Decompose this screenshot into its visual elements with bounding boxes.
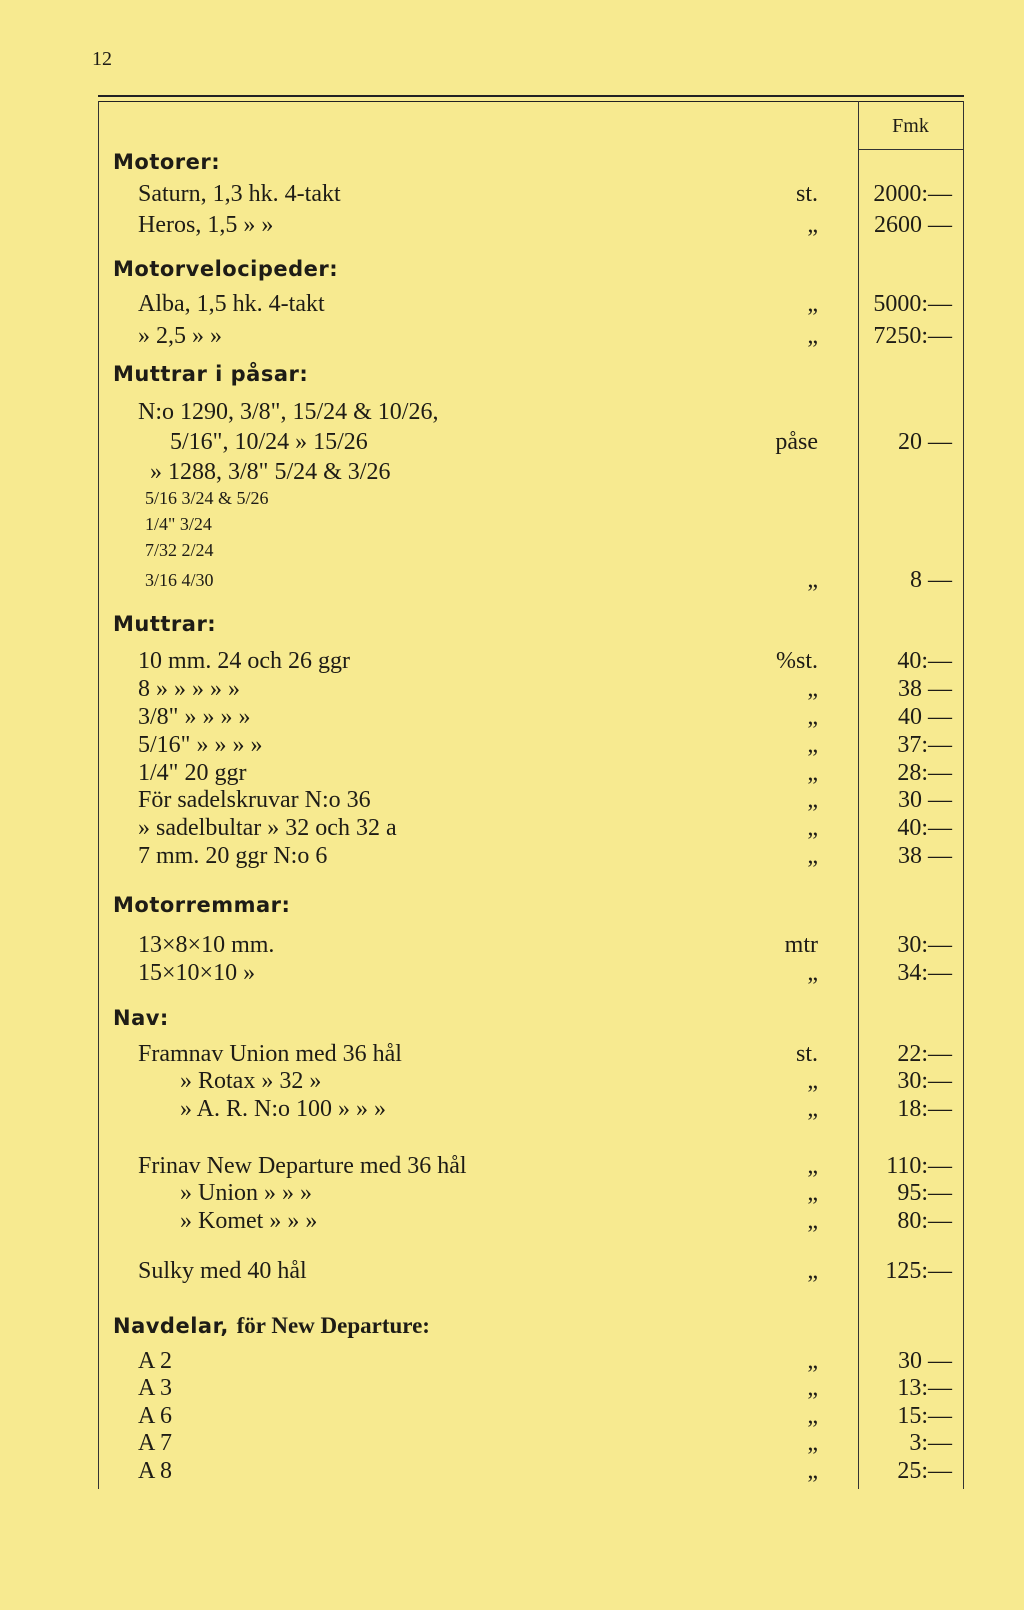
item-unit: „ [807, 567, 818, 593]
table-row [0, 759, 1024, 788]
navdelar-heading-bold: Navdelar, [113, 1314, 229, 1338]
item-unit: „ [807, 1258, 818, 1284]
item-description: 3/16 4/30 [145, 570, 214, 590]
item-description: N:o 1290, 3/8", 15/24 & 10/26, [138, 399, 439, 425]
item-description: 13×8×10 mm. [138, 932, 275, 958]
table-row [0, 211, 1024, 240]
item-description: Frinav New Departure med 36 hål [138, 1153, 467, 1179]
table-row [0, 1374, 1024, 1403]
table-row [0, 1095, 1024, 1124]
item-price: 3:— [909, 1430, 952, 1456]
item-description: » 1288, 3/8" 5/24 & 3/26 [150, 459, 391, 485]
table-row [0, 959, 1024, 988]
item-price: 15:— [897, 1403, 952, 1429]
item-description: » Komet » » » [180, 1208, 318, 1234]
item-unit: „ [807, 676, 818, 702]
item-unit: „ [807, 1348, 818, 1374]
item-price: 40 — [898, 704, 952, 730]
table-row [0, 1347, 1024, 1376]
item-description: Framnav Union med 36 hål [138, 1041, 402, 1067]
item-unit: „ [807, 760, 818, 786]
item-description: 7/32 2/24 [145, 540, 214, 560]
item-unit: påse [775, 429, 818, 455]
item-description: A 2 [138, 1348, 173, 1374]
section-heading-motorremmar: Motorremmar: [113, 893, 291, 917]
table-row [0, 1179, 1024, 1208]
item-unit: „ [807, 1430, 818, 1456]
item-description: Heros, 1,5 » » [138, 212, 274, 238]
item-unit: „ [807, 212, 818, 238]
table-row [0, 842, 1024, 871]
item-price: 8 — [910, 567, 952, 593]
item-description: För sadelskruvar N:o 36 [138, 787, 371, 813]
item-description: » Rotax » 32 » [180, 1068, 322, 1094]
section-heading-motorvelocipeder: Motorvelocipeder: [113, 257, 339, 281]
item-unit: „ [807, 1153, 818, 1179]
item-description: Sulky med 40 hål [138, 1258, 307, 1284]
table-row [0, 931, 1024, 960]
item-price: 80:— [897, 1208, 952, 1234]
item-unit: „ [807, 1180, 818, 1206]
item-unit: „ [807, 1096, 818, 1122]
table-row [0, 290, 1024, 319]
item-description: 1/4" 20 ggr [138, 760, 247, 786]
item-description: A 3 [138, 1375, 173, 1401]
table-row [0, 1257, 1024, 1286]
item-unit: „ [807, 323, 818, 349]
item-price: 38 — [898, 676, 952, 702]
top-rule-thin [98, 101, 964, 102]
table-row [0, 510, 1024, 539]
item-description: » sadelbultar » 32 och 32 a [138, 815, 397, 841]
table-row [0, 703, 1024, 732]
price-header-rule [858, 149, 964, 150]
table-row [0, 484, 1024, 513]
item-price: 5000:— [873, 291, 952, 317]
item-price: 37:— [897, 732, 952, 758]
table-row [0, 786, 1024, 815]
section-heading-muttrar: Muttrar: [113, 612, 217, 636]
table-row [0, 647, 1024, 676]
table-row [0, 180, 1024, 209]
section-heading-navdelar [113, 1313, 430, 1339]
item-description: 5/16", 10/24 » 15/26 [170, 429, 368, 455]
item-price: 2000:— [873, 181, 952, 207]
item-unit: „ [807, 1403, 818, 1429]
item-unit: „ [807, 704, 818, 730]
item-price: 13:— [897, 1375, 952, 1401]
item-description: 3/8" » » » » [138, 704, 251, 730]
item-description: A 6 [138, 1403, 173, 1429]
item-description: 7 mm. 20 ggr N:o 6 [138, 843, 328, 869]
item-unit: st. [795, 181, 818, 207]
item-unit: „ [807, 732, 818, 758]
item-price: 40:— [897, 648, 952, 674]
item-description: A 7 [138, 1430, 173, 1456]
table-row [0, 322, 1024, 351]
section-heading-muttrar-pasar: Muttrar i påsar: [113, 362, 309, 386]
table-row [0, 1402, 1024, 1431]
navdelar-heading-rest: för New Departure: [236, 1313, 430, 1338]
table-row [0, 398, 1024, 427]
table-row [0, 675, 1024, 704]
table-row [0, 566, 1024, 595]
item-price: 30:— [897, 932, 952, 958]
item-description: » Union » » » [180, 1180, 312, 1206]
table-row [0, 814, 1024, 843]
item-description: 1/4" 3/24 [145, 514, 212, 534]
item-price: 28:— [897, 760, 952, 786]
item-unit: „ [807, 787, 818, 813]
item-price: 110:— [886, 1153, 952, 1179]
item-description: Alba, 1,5 hk. 4-takt [138, 291, 325, 317]
item-unit: „ [807, 1458, 818, 1484]
item-description: 5/16 3/24 & 5/26 [145, 488, 269, 508]
table-row [0, 731, 1024, 760]
item-description: 5/16" » » » » [138, 732, 263, 758]
item-description: 8 » » » » » [138, 676, 240, 702]
table-row [0, 1429, 1024, 1458]
table-row [0, 1207, 1024, 1236]
item-price: 30 — [898, 1348, 952, 1374]
table-row [0, 458, 1024, 487]
item-unit: „ [807, 815, 818, 841]
item-description: » A. R. N:o 100 » » » [180, 1096, 387, 1122]
item-description: A 8 [138, 1458, 173, 1484]
item-price: 2600 — [874, 212, 952, 238]
item-unit: „ [807, 960, 818, 986]
item-price: 38 — [898, 843, 952, 869]
page-number: 12 [92, 48, 112, 70]
item-price: 40:— [897, 815, 952, 841]
item-description: Saturn, 1,3 hk. 4-takt [138, 181, 341, 207]
item-price: 125:— [885, 1258, 952, 1284]
top-rule [98, 95, 964, 97]
item-unit: %st. [776, 648, 818, 674]
table-row [0, 428, 1024, 457]
item-price: 34:— [897, 960, 952, 986]
item-price: 7250:— [873, 323, 952, 349]
section-heading-motorer: Motorer: [113, 150, 221, 174]
item-description: » 2,5 » » [138, 323, 222, 349]
item-unit: „ [807, 843, 818, 869]
item-unit: „ [807, 1208, 818, 1234]
item-description: 15×10×10 » [138, 960, 256, 986]
item-unit: „ [807, 1068, 818, 1094]
item-price: 30:— [897, 1068, 952, 1094]
item-unit: st. [795, 1041, 818, 1067]
table-row [0, 1152, 1024, 1181]
item-unit: „ [807, 1375, 818, 1401]
table-row [0, 1457, 1024, 1486]
item-unit: mtr [784, 932, 818, 958]
table-row [0, 536, 1024, 565]
item-price: 20 — [898, 429, 952, 455]
item-price: 95:— [897, 1180, 952, 1206]
currency-header: Fmk [892, 115, 929, 137]
item-price: 18:— [897, 1096, 952, 1122]
item-price: 25:— [897, 1458, 952, 1484]
table-row [0, 1067, 1024, 1096]
item-unit: „ [807, 291, 818, 317]
item-price: 22:— [897, 1041, 952, 1067]
item-description: 10 mm. 24 och 26 ggr [138, 648, 350, 674]
item-price: 30 — [898, 787, 952, 813]
section-heading-nav: Nav: [113, 1006, 169, 1030]
table-row [0, 1040, 1024, 1069]
